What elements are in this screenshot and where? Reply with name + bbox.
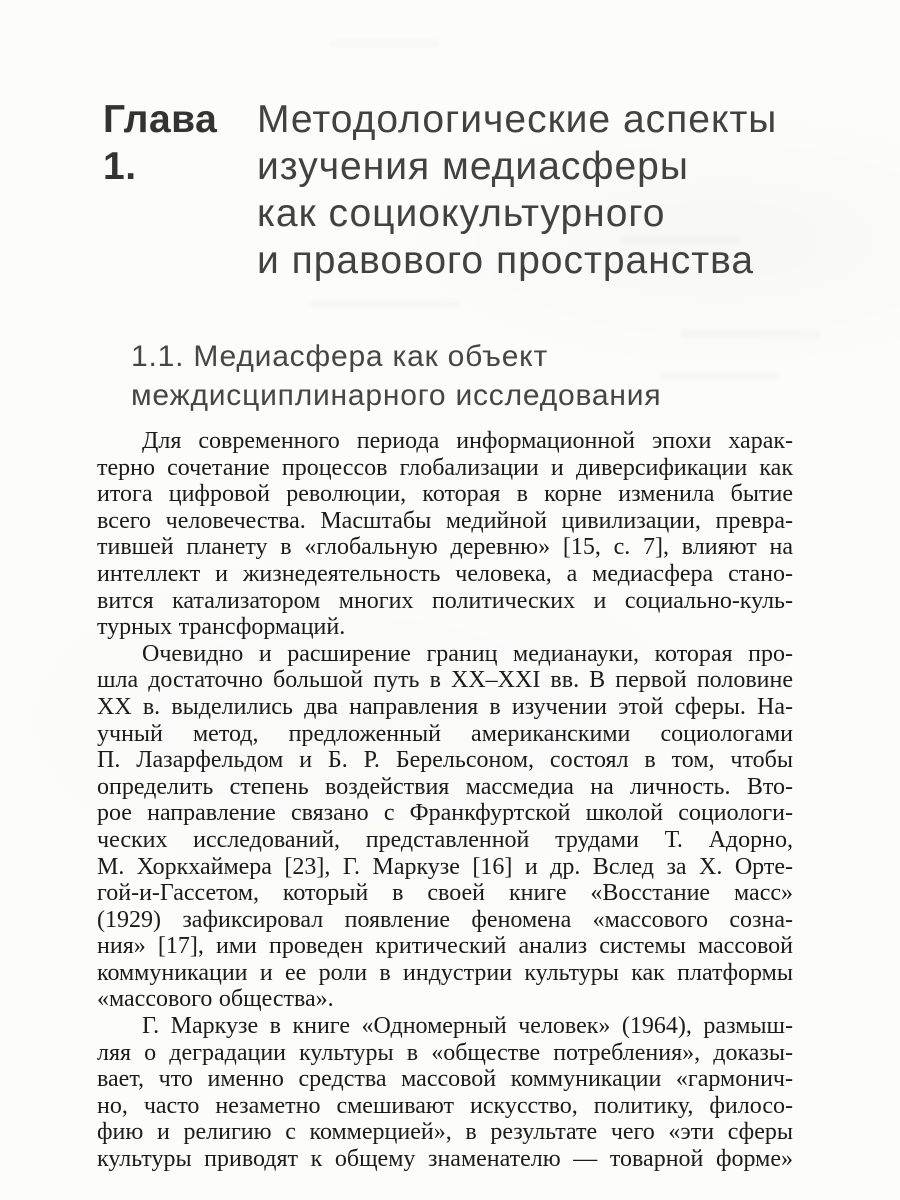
section-heading-line: междисциплинарного исследования (131, 379, 662, 412)
chapter-title (257, 96, 777, 284)
section-heading-line: 1.1. Медиасфера как объект (131, 340, 548, 373)
body-line: итога цифровой революции, которая в корне изменила бытие (97, 481, 793, 508)
print-through-smudge (310, 300, 460, 308)
body-line: турных трансформаций. (97, 614, 346, 641)
chapter-heading (103, 96, 777, 284)
body-line: XX в. выделились два направления в изучении этой сферы. На- (97, 693, 793, 720)
body-line: Г. Маркузе в книге «Одномерный человек» (1964), размыш- (142, 1013, 793, 1040)
body-line: но, часто незаметно смешивают искусство, политику, филосо- (97, 1092, 793, 1119)
chapter-title-line: изучения медиасферы (257, 145, 689, 188)
body-line: рое направление связано с Франкфуртской школой социологи- (97, 800, 793, 827)
body-line: ческих исследований, представленной трудами Т. Адорно, (97, 826, 793, 853)
body-line: П. Лазарфельдом и Б. Р. Берельсоном, состоял в том, чтобы (97, 747, 793, 774)
body-line: Для современного периода информационной эпохи харак- (142, 428, 793, 454)
section-heading (131, 337, 661, 415)
body-line: «массового общества». (97, 986, 334, 1013)
chapter-title-line: Методологические аспекты (257, 98, 778, 141)
print-through-smudge (680, 330, 820, 338)
body-line: гой-и-Гассетом, который в своей книге «Восстание масс» (97, 880, 793, 907)
body-line: определить степень воздействия массмедиа на личность. Вто- (97, 773, 793, 800)
body-line: Очевидно и расширение границ медианауки, которая про- (142, 640, 793, 667)
body-line: коммуникации и ее роли в индустрии культуры как платформы (97, 959, 793, 986)
body-line: шла достаточно большой путь в XX–XXI вв. В первой половине (97, 667, 793, 694)
body-line: тившей планету в «глобальную деревню» [15, с. 7], влияют на (97, 534, 793, 561)
body-line: вится катализатором многих политических и социально-куль- (97, 587, 793, 614)
body-line: вает, что именно средства массовой коммуникации «гармонич- (97, 1066, 793, 1093)
body-line: интеллект и жизнедеятельность человека, а медиасфера стано- (97, 560, 793, 587)
body-line: учный метод, предложенный американскими социологами (97, 720, 793, 747)
body-line: ляя о деградации культуры в «обществе потребления», доказы- (97, 1039, 793, 1066)
paragraph (97, 641, 793, 1013)
paragraph (97, 428, 793, 641)
print-through-smudge (660, 372, 780, 380)
body-line: (1929) зафиксировал появление феномена «массового созна- (97, 906, 793, 933)
body-text (97, 428, 793, 1173)
body-line: культуры приводят к общему знаменателю — товарной форме» (97, 1146, 793, 1173)
print-through-smudge (330, 40, 440, 47)
body-line: терно сочетание процессов глобализации и диверсификации как (97, 454, 793, 481)
chapter-title-line: и правового пространства (257, 239, 755, 282)
chapter-title-line: как социокультурного (257, 192, 666, 235)
paragraph (97, 1013, 793, 1173)
body-line: М. Хоркхаймера [23], Г. Маркузе [16] и др. Вслед за Х. Орте- (97, 853, 793, 880)
body-line: фию и религию с коммерцией», в результате чего «эти сферы (97, 1119, 793, 1146)
chapter-number-label: Глава 1. (103, 98, 218, 188)
body-line: ния» [17], ими проведен критический анализ системы массовой (97, 933, 793, 960)
body-line: всего человечества. Масштабы медийной цивилизации, превра- (97, 507, 793, 534)
